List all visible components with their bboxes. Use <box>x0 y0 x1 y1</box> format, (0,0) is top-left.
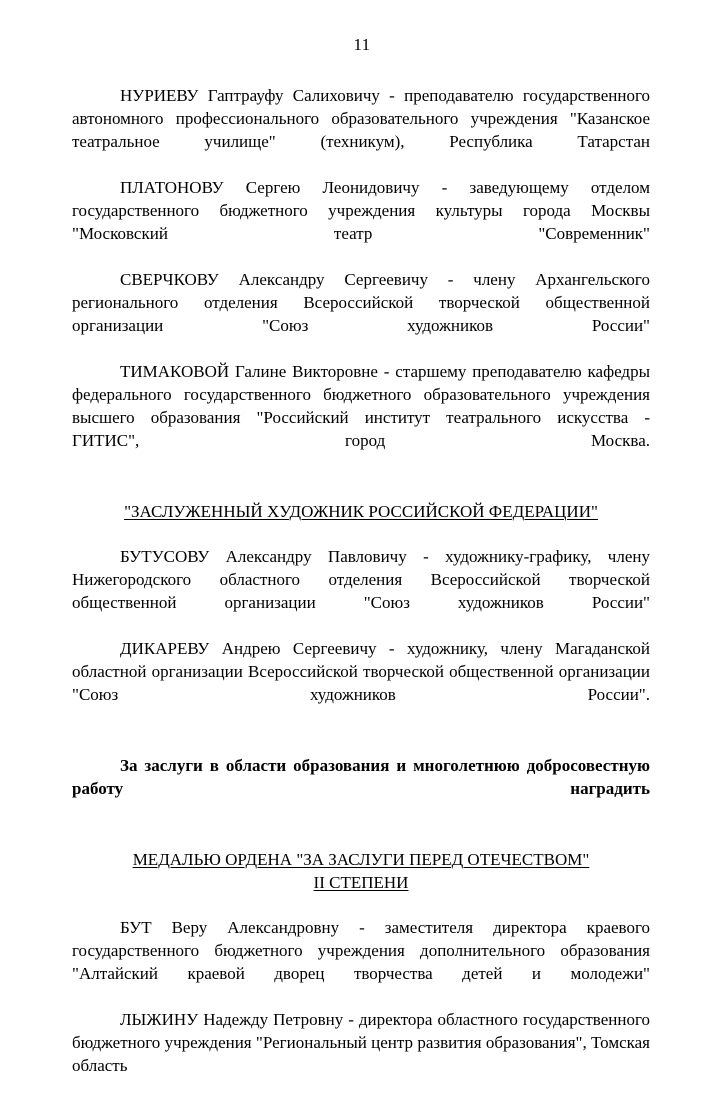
paragraph-platonov: ПЛАТОНОВУ Сергею Леонидовичу - заведующему отделом государственного бюджетного учреждения культуры города Москвы "Московский театр "Современник" <box>72 178 650 243</box>
heading-honored-artist-line-1: "ЗАСЛУЖЕННЫЙ ХУДОЖНИК РОССИЙСКОЙ ФЕДЕРАЦИИ" <box>124 502 598 521</box>
spacer-before-medal-heading <box>72 823 650 848</box>
heading-medal-order <box>72 848 650 871</box>
spacer-before-bold-statement <box>72 729 650 754</box>
heading-honored-artist <box>72 500 650 523</box>
paragraph-sverchkov: СВЕРЧКОВУ Александру Сергеевичу - члену Архангельского регионального отделения Всероссийской творческой общественной организации "Союз художников России" <box>72 270 650 335</box>
spacer-after-medal-heading <box>72 894 650 916</box>
document-body <box>72 84 650 1100</box>
paragraph-but: БУТ Веру Александровну - заместителя директора краевого государственного бюджетного учреждения дополнительного образования "Алтайский краевой дворец творчества детей и молодежи" <box>72 918 650 983</box>
paragraph-merit-education-statement: За заслуги в области образования и многолетнюю добросовестную работу наградить <box>72 756 650 798</box>
paragraph-timakova: ТИМАКОВОЙ Галине Викторовне - старшему преподавателю кафедры федерального государственного бюджетного образовательного учреждения высшего образования "Российский институт театрального искусства - ГИТИС", город Москва. <box>72 362 650 450</box>
spacer-before-artist-heading <box>72 475 650 500</box>
paragraph-nuriev: НУРИЕВУ Гаптрауфу Салиховичу - преподавателю государственного автономного профессионального образовательного учреждения "Казанское театральное училище" (техникум), Республика Татарстан <box>72 86 650 151</box>
paragraph-butusov: БУТУСОВУ Александру Павловичу - художнику-графику, члену Нижегородского областного отделения Всероссийской творческой общественной организации "Союз художников России" <box>72 547 650 612</box>
heading-medal-order-line-1: МЕДАЛЬЮ ОРДЕНА "ЗА ЗАСЛУГИ ПЕРЕД ОТЕЧЕСТВОМ" <box>132 850 590 869</box>
spacer-after-artist-heading <box>72 523 650 545</box>
heading-medal-order-line-2: II СТЕПЕНИ <box>313 873 409 892</box>
paragraph-lyzhina: ЛЫЖИНУ Надежду Петровну - директора областного государственного бюджетного учреждения "Региональный центр развития образования", Томская область <box>72 1010 650 1075</box>
heading-medal-degree <box>72 871 650 894</box>
page-number: 11 <box>353 35 371 54</box>
paragraph-dikarev: ДИКАРЕВУ Андрею Сергеевичу - художнику, члену Магаданской областной организации Всероссийской творческой общественной организации "Союз художников России". <box>72 639 650 704</box>
